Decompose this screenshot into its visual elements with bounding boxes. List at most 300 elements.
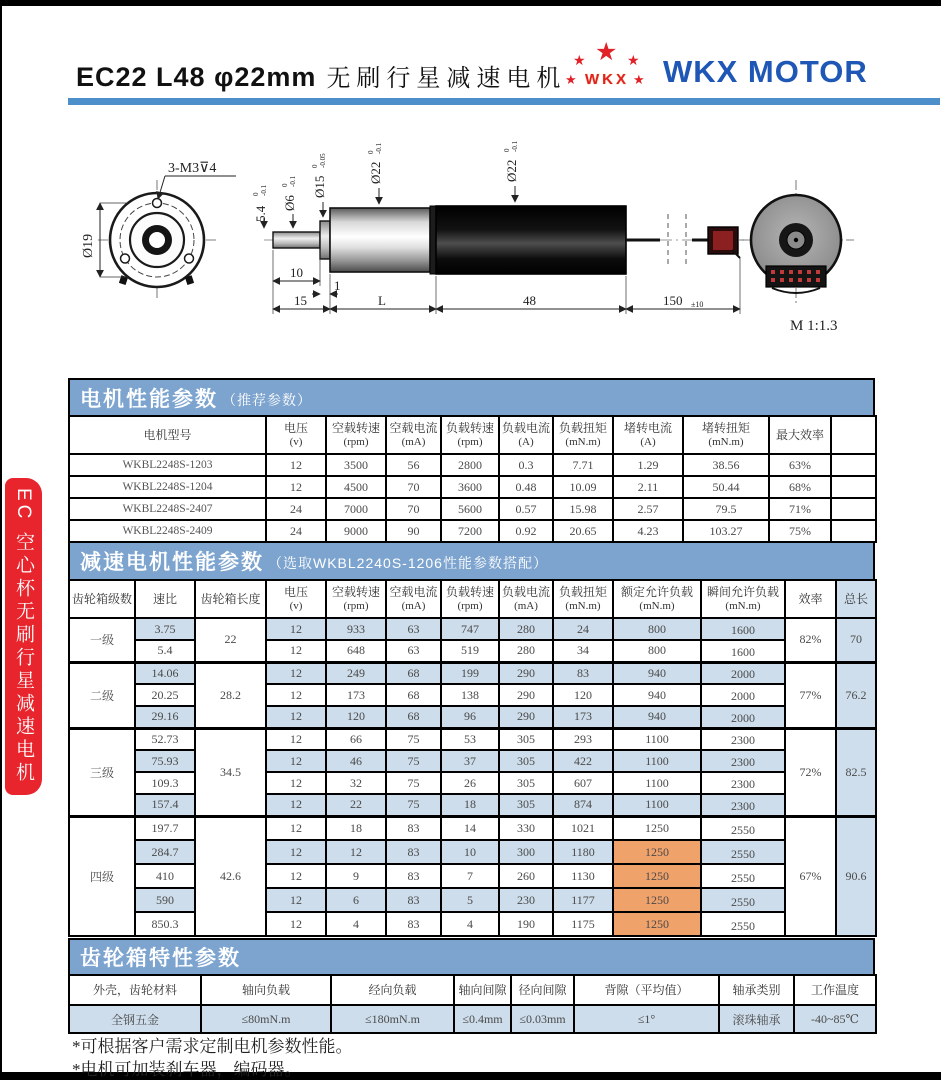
rated-load-cell: 1100 — [613, 728, 701, 750]
gear-table-row — [69, 728, 876, 750]
load-current-cell: 305 — [499, 750, 553, 772]
value-cell: 12 — [266, 454, 326, 476]
voltage-cell: 12 — [266, 912, 326, 936]
gear-table-row — [69, 912, 876, 936]
load-speed-cell: 5 — [441, 888, 499, 912]
load-torque-cell: 83 — [553, 662, 613, 684]
gear-table-subtitle: （选取WKBL2240S-1206性能参数搭配） — [268, 555, 548, 571]
ratio-cell: 590 — [135, 888, 195, 912]
load-speed-cell: 138 — [441, 684, 499, 706]
footer-notes — [72, 1036, 353, 1080]
column-header: 空载转速 (rpm) — [326, 580, 386, 618]
load-speed-cell: 199 — [441, 662, 499, 684]
dim-dia19: Ø19 — [81, 233, 96, 258]
value-cell: 50.44 — [683, 476, 769, 498]
series-side-tab-label: EC 空心杯无刷行星减速电机 — [13, 488, 34, 785]
gear-table-title: 减速电机性能参数 — [80, 551, 264, 574]
value-cell: 0.92 — [499, 520, 553, 542]
instant-load-cell: 2300 — [701, 772, 785, 794]
star-icon: ★ — [627, 52, 640, 68]
gear-table-row — [69, 816, 876, 840]
load-torque-cell: 24 — [553, 618, 613, 640]
load-speed-cell: 53 — [441, 728, 499, 750]
no-load-current-cell: 83 — [386, 888, 441, 912]
ratio-cell: 109.3 — [135, 772, 195, 794]
value-cell: 3600 — [441, 476, 499, 498]
gear-table-row — [69, 684, 876, 706]
no-load-current-cell: 83 — [386, 816, 441, 840]
value-cell: 7000 — [326, 498, 386, 520]
ratio-cell: 5.4 — [135, 640, 195, 662]
drawing-scale: M 1:1.3 — [790, 318, 838, 334]
load-current-cell: 300 — [499, 840, 553, 864]
column-header: 空载转速 (rpm) — [326, 416, 386, 454]
value-cell: 0.57 — [499, 498, 553, 520]
brand-name: WKX MOTOR — [663, 54, 868, 89]
value-cell: 4.23 — [613, 520, 683, 542]
gear-table-header-row — [69, 580, 876, 618]
dim-1: 1 — [334, 278, 341, 293]
rated-load-cell: 1250 — [613, 864, 701, 888]
characteristic-value-cell: 全钢五金 — [69, 1005, 201, 1033]
load-torque-cell: 34 — [553, 640, 613, 662]
total-length-cell: 90.6 — [836, 816, 876, 936]
load-speed-cell: 96 — [441, 706, 499, 728]
rated-load-cell: 1250 — [613, 840, 701, 864]
value-cell: 10.09 — [553, 476, 613, 498]
load-speed-cell: 37 — [441, 750, 499, 772]
technical-drawing — [68, 118, 940, 370]
column-header: 空载电流 (mA) — [386, 580, 441, 618]
load-speed-cell: 10 — [441, 840, 499, 864]
svg-text:0: 0 — [281, 183, 289, 187]
value-cell: 1.29 — [613, 454, 683, 476]
voltage-cell: 12 — [266, 864, 326, 888]
voltage-cell: 12 — [266, 640, 326, 662]
gear-table-banner — [68, 541, 875, 579]
rated-load-cell: 940 — [613, 662, 701, 684]
value-cell — [831, 520, 876, 542]
no-load-current-cell: 68 — [386, 684, 441, 706]
total-length-cell: 82.5 — [836, 728, 876, 816]
motor-table-header-row — [69, 416, 876, 454]
efficiency-cell: 77% — [785, 662, 836, 728]
total-length-cell: 76.2 — [836, 662, 876, 728]
value-cell: 24 — [266, 520, 326, 542]
column-header: 负载扭矩 (mN.m) — [553, 416, 613, 454]
characteristic-value-cell: ≤0.4mm — [454, 1005, 511, 1033]
column-header: 径向间隙 — [511, 975, 574, 1005]
rated-load-cell: 1250 — [613, 888, 701, 912]
load-torque-cell: 1130 — [553, 864, 613, 888]
gear-table-row — [69, 840, 876, 864]
series-side-tab — [5, 478, 42, 795]
dim-150: 150 — [663, 293, 683, 308]
efficiency-cell: 67% — [785, 816, 836, 936]
rated-load-cell: 1250 — [613, 912, 701, 936]
dim-150-tol: ±10 — [691, 300, 704, 309]
voltage-cell: 12 — [266, 750, 326, 772]
dim-48: 48 — [523, 293, 536, 308]
voltage-cell: 12 — [266, 840, 326, 864]
gear-table-row — [69, 794, 876, 816]
value-cell: 7.71 — [553, 454, 613, 476]
load-current-cell: 230 — [499, 888, 553, 912]
gear-length-cell: 28.2 — [195, 662, 266, 728]
model-cell: WKBL2248S-1203 — [69, 454, 266, 476]
model-cell: WKBL2248S-2407 — [69, 498, 266, 520]
value-cell: 70 — [386, 476, 441, 498]
no-load-speed-cell: 120 — [326, 706, 386, 728]
stage-cell: 二级 — [69, 662, 135, 728]
characteristic-value-cell: ≤80mN.m — [201, 1005, 331, 1033]
value-cell: 75% — [769, 520, 831, 542]
no-load-speed-cell: 46 — [326, 750, 386, 772]
load-speed-cell: 4 — [441, 912, 499, 936]
no-load-current-cell: 83 — [386, 864, 441, 888]
column-header: 电压 (v) — [266, 416, 326, 454]
no-load-current-cell: 75 — [386, 728, 441, 750]
star-icon: ★ — [633, 72, 645, 87]
svg-text:0: 0 — [311, 164, 319, 168]
gearbox-table-header-row — [69, 975, 876, 1005]
page-left-border — [0, 0, 2, 1080]
value-cell: 5600 — [441, 498, 499, 520]
load-torque-cell: 293 — [553, 728, 613, 750]
voltage-cell: 12 — [266, 772, 326, 794]
value-cell: 2800 — [441, 454, 499, 476]
star-icon: ★ — [595, 38, 618, 66]
dim-dia22-motor — [503, 140, 519, 182]
svg-text:Ø22: Ø22 — [368, 161, 383, 184]
value-cell — [831, 476, 876, 498]
ratio-cell: 75.93 — [135, 750, 195, 772]
svg-text:Ø15: Ø15 — [312, 175, 327, 198]
load-current-cell: 330 — [499, 816, 553, 840]
column-header: 齿轮箱长度 — [195, 580, 266, 618]
voltage-cell: 12 — [266, 662, 326, 684]
svg-text:Ø6: Ø6 — [282, 195, 297, 211]
column-header: 负载电流 (A) — [499, 416, 553, 454]
ratio-cell: 52.73 — [135, 728, 195, 750]
load-current-cell: 280 — [499, 640, 553, 662]
gear-table-row — [69, 864, 876, 888]
no-load-speed-cell: 22 — [326, 794, 386, 816]
svg-text:-0.1: -0.1 — [375, 142, 383, 154]
ratio-cell: 410 — [135, 864, 195, 888]
load-torque-cell: 173 — [553, 706, 613, 728]
instant-load-cell: 2550 — [701, 816, 785, 840]
instant-load-cell: 1600 — [701, 640, 785, 662]
note-custom-params: *可根据客户需求定制电机参数性能。 — [72, 1037, 353, 1056]
column-header: 轴承类别 — [719, 975, 794, 1005]
title-underline — [68, 98, 940, 105]
page-title-model: EC22 L48 φ22mm — [76, 62, 317, 92]
load-current-cell: 190 — [499, 912, 553, 936]
gearbox-table-value-row — [69, 1005, 876, 1033]
no-load-speed-cell: 32 — [326, 772, 386, 794]
load-current-cell: 280 — [499, 618, 553, 640]
front-view — [81, 161, 236, 300]
motor-table-banner — [68, 378, 875, 415]
no-load-speed-cell: 249 — [326, 662, 386, 684]
load-torque-cell: 1177 — [553, 888, 613, 912]
no-load-current-cell: 75 — [386, 794, 441, 816]
ratio-cell: 20.25 — [135, 684, 195, 706]
svg-text:-0.1: -0.1 — [511, 140, 519, 152]
value-cell: 38.56 — [683, 454, 769, 476]
rated-load-cell: 940 — [613, 684, 701, 706]
gear-length-cell: 34.5 — [195, 728, 266, 816]
side-view — [252, 140, 754, 314]
dim-15: 15 — [294, 293, 307, 308]
rear-view — [738, 180, 854, 334]
value-cell: 56 — [386, 454, 441, 476]
column-header — [831, 416, 876, 454]
gear-table-row — [69, 888, 876, 912]
svg-text:-0.05: -0.05 — [319, 153, 327, 168]
svg-text:5.4: 5.4 — [253, 205, 268, 222]
column-header: 经向负载 — [331, 975, 454, 1005]
column-header: 总长 — [836, 580, 876, 618]
front-hole-callout: 3-M3⊽4 — [168, 161, 217, 176]
voltage-cell: 12 — [266, 888, 326, 912]
gear-table-row — [69, 706, 876, 728]
note-brake-encoder: *电机可加装刹车器，编码器。 — [72, 1059, 302, 1079]
instant-load-cell: 2300 — [701, 728, 785, 750]
rated-load-cell: 940 — [613, 706, 701, 728]
stage-cell: 四级 — [69, 816, 135, 936]
motor-table-row — [69, 498, 876, 520]
svg-text:-0.1: -0.1 — [260, 184, 268, 196]
instant-load-cell: 2000 — [701, 662, 785, 684]
dim-10: 10 — [290, 265, 303, 280]
load-speed-cell: 18 — [441, 794, 499, 816]
instant-load-cell: 2300 — [701, 794, 785, 816]
no-load-speed-cell: 18 — [326, 816, 386, 840]
gear-table-row — [69, 750, 876, 772]
column-header: 堵转电流 (A) — [613, 416, 683, 454]
model-cell: WKBL2248S-2409 — [69, 520, 266, 542]
load-current-cell: 290 — [499, 706, 553, 728]
value-cell: 71% — [769, 498, 831, 520]
gearbox-characteristics-table — [68, 974, 877, 1034]
load-current-cell: 290 — [499, 662, 553, 684]
page-title — [76, 58, 566, 93]
load-speed-cell: 519 — [441, 640, 499, 662]
value-cell: 2.57 — [613, 498, 683, 520]
no-load-current-cell: 75 — [386, 772, 441, 794]
svg-text:Ø22: Ø22 — [504, 159, 519, 182]
page-title-desc: 无刷行星减速电机 — [326, 66, 567, 92]
column-header: 瞬间允许负载 (mN.m) — [701, 580, 785, 618]
load-torque-cell: 874 — [553, 794, 613, 816]
value-cell: 79.5 — [683, 498, 769, 520]
ratio-cell: 157.4 — [135, 794, 195, 816]
value-cell: 68% — [769, 476, 831, 498]
motor-performance-table — [68, 415, 877, 543]
characteristic-value-cell: 滚珠轴承 — [719, 1005, 794, 1033]
gear-table-row — [69, 662, 876, 684]
load-torque-cell: 120 — [553, 684, 613, 706]
no-load-current-cell: 63 — [386, 618, 441, 640]
load-speed-cell: 7 — [441, 864, 499, 888]
column-header: 速比 — [135, 580, 195, 618]
motor-table-subtitle: （推荐参数） — [222, 391, 312, 408]
no-load-current-cell: 68 — [386, 662, 441, 684]
column-header: 电压 (v) — [266, 580, 326, 618]
characteristic-value-cell: ≤0.03mm — [511, 1005, 574, 1033]
column-header: 轴向负载 — [201, 975, 331, 1005]
gear-table-row — [69, 772, 876, 794]
star-icon: ★ — [565, 72, 577, 87]
ratio-cell: 284.7 — [135, 840, 195, 864]
column-header: 电机型号 — [69, 416, 266, 454]
gearbox-characteristics-section — [68, 938, 875, 1034]
column-header: 背隙（平均值） — [574, 975, 719, 1005]
value-cell: 24 — [266, 498, 326, 520]
rated-load-cell: 1100 — [613, 750, 701, 772]
value-cell: 7200 — [441, 520, 499, 542]
stage-cell: 一级 — [69, 618, 135, 662]
instant-load-cell: 2000 — [701, 684, 785, 706]
dim-L: L — [378, 293, 386, 308]
dim-dia6 — [281, 175, 297, 211]
load-speed-cell: 747 — [441, 618, 499, 640]
no-load-speed-cell: 648 — [326, 640, 386, 662]
model-cell: WKBL2248S-1204 — [69, 476, 266, 498]
column-header: 齿轮箱级数 — [69, 580, 135, 618]
voltage-cell: 12 — [266, 684, 326, 706]
column-header: 堵转扭矩 (mN.m) — [683, 416, 769, 454]
value-cell — [831, 454, 876, 476]
efficiency-cell: 82% — [785, 618, 836, 662]
column-header: 效率 — [785, 580, 836, 618]
load-torque-cell: 607 — [553, 772, 613, 794]
no-load-speed-cell: 6 — [326, 888, 386, 912]
rated-load-cell: 800 — [613, 618, 701, 640]
column-header: 工作温度 — [794, 975, 876, 1005]
instant-load-cell: 2550 — [701, 888, 785, 912]
motor-table-title: 电机性能参数 — [80, 387, 218, 411]
value-cell: 20.65 — [553, 520, 613, 542]
gear-length-cell: 22 — [195, 618, 266, 662]
svg-text:-0.1: -0.1 — [289, 175, 297, 187]
no-load-current-cell: 83 — [386, 912, 441, 936]
instant-load-cell: 2550 — [701, 912, 785, 936]
ratio-cell: 29.16 — [135, 706, 195, 728]
no-load-speed-cell: 9 — [326, 864, 386, 888]
load-current-cell: 305 — [499, 772, 553, 794]
value-cell: 4500 — [326, 476, 386, 498]
load-current-cell: 260 — [499, 864, 553, 888]
value-cell: 0.48 — [499, 476, 553, 498]
column-header: 外壳，齿轮材料 — [69, 975, 201, 1005]
characteristic-value-cell: ≤180mN.m — [331, 1005, 454, 1033]
load-current-cell: 305 — [499, 794, 553, 816]
characteristic-value-cell: -40~85℃ — [794, 1005, 876, 1033]
gear-table-row — [69, 618, 876, 640]
load-torque-cell: 1021 — [553, 816, 613, 840]
stage-cell: 三级 — [69, 728, 135, 816]
voltage-cell: 12 — [266, 816, 326, 840]
column-header: 轴向间隙 — [454, 975, 511, 1005]
dim-dia15 — [311, 153, 327, 198]
no-load-speed-cell: 933 — [326, 618, 386, 640]
gear-performance-section — [68, 541, 875, 937]
svg-text:0: 0 — [503, 148, 511, 152]
voltage-cell: 12 — [266, 794, 326, 816]
svg-text:0: 0 — [252, 192, 260, 196]
rated-load-cell: 800 — [613, 640, 701, 662]
ratio-cell: 197.7 — [135, 816, 195, 840]
voltage-cell: 12 — [266, 706, 326, 728]
no-load-speed-cell: 4 — [326, 912, 386, 936]
no-load-speed-cell: 66 — [326, 728, 386, 750]
efficiency-cell: 72% — [785, 728, 836, 816]
load-current-cell: 305 — [499, 728, 553, 750]
no-load-speed-cell: 173 — [326, 684, 386, 706]
gearbox-table-banner — [68, 938, 875, 974]
ratio-cell: 850.3 — [135, 912, 195, 936]
gear-length-cell: 42.6 — [195, 816, 266, 936]
dim-5-4 — [252, 184, 268, 222]
value-cell: 63% — [769, 454, 831, 476]
star-icon: ★ — [573, 52, 586, 68]
no-load-current-cell: 63 — [386, 640, 441, 662]
motor-table-row — [69, 476, 876, 498]
brand-logo — [565, 40, 941, 98]
gear-table-row — [69, 640, 876, 662]
column-header: 最大效率 — [769, 416, 831, 454]
load-speed-cell: 26 — [441, 772, 499, 794]
rated-load-cell: 1250 — [613, 816, 701, 840]
instant-load-cell: 2550 — [701, 864, 785, 888]
rated-load-cell: 1100 — [613, 794, 701, 816]
rated-load-cell: 1100 — [613, 772, 701, 794]
column-header: 负载转速 (rpm) — [441, 580, 499, 618]
value-cell: 0.3 — [499, 454, 553, 476]
gearbox-table-title: 齿轮箱特性参数 — [80, 947, 241, 970]
gear-performance-table — [68, 579, 877, 937]
instant-load-cell: 2300 — [701, 750, 785, 772]
column-header: 负载转速 (rpm) — [441, 416, 499, 454]
instant-load-cell: 2000 — [701, 706, 785, 728]
no-load-speed-cell: 12 — [326, 840, 386, 864]
value-cell: 70 — [386, 498, 441, 520]
value-cell — [831, 498, 876, 520]
load-torque-cell: 422 — [553, 750, 613, 772]
ratio-cell: 3.75 — [135, 618, 195, 640]
value-cell: 2.11 — [613, 476, 683, 498]
value-cell: 15.98 — [553, 498, 613, 520]
motor-table-row — [69, 454, 876, 476]
load-torque-cell: 1175 — [553, 912, 613, 936]
ratio-cell: 14.06 — [135, 662, 195, 684]
value-cell: 103.27 — [683, 520, 769, 542]
instant-load-cell: 1600 — [701, 618, 785, 640]
page-top-border — [0, 0, 941, 6]
instant-load-cell: 2550 — [701, 840, 785, 864]
load-torque-cell: 1180 — [553, 840, 613, 864]
value-cell: 12 — [266, 476, 326, 498]
total-length-cell: 70 — [836, 618, 876, 662]
no-load-current-cell: 75 — [386, 750, 441, 772]
value-cell: 90 — [386, 520, 441, 542]
no-load-current-cell: 68 — [386, 706, 441, 728]
column-header: 负载扭矩 (mN.m) — [553, 580, 613, 618]
voltage-cell: 12 — [266, 618, 326, 640]
